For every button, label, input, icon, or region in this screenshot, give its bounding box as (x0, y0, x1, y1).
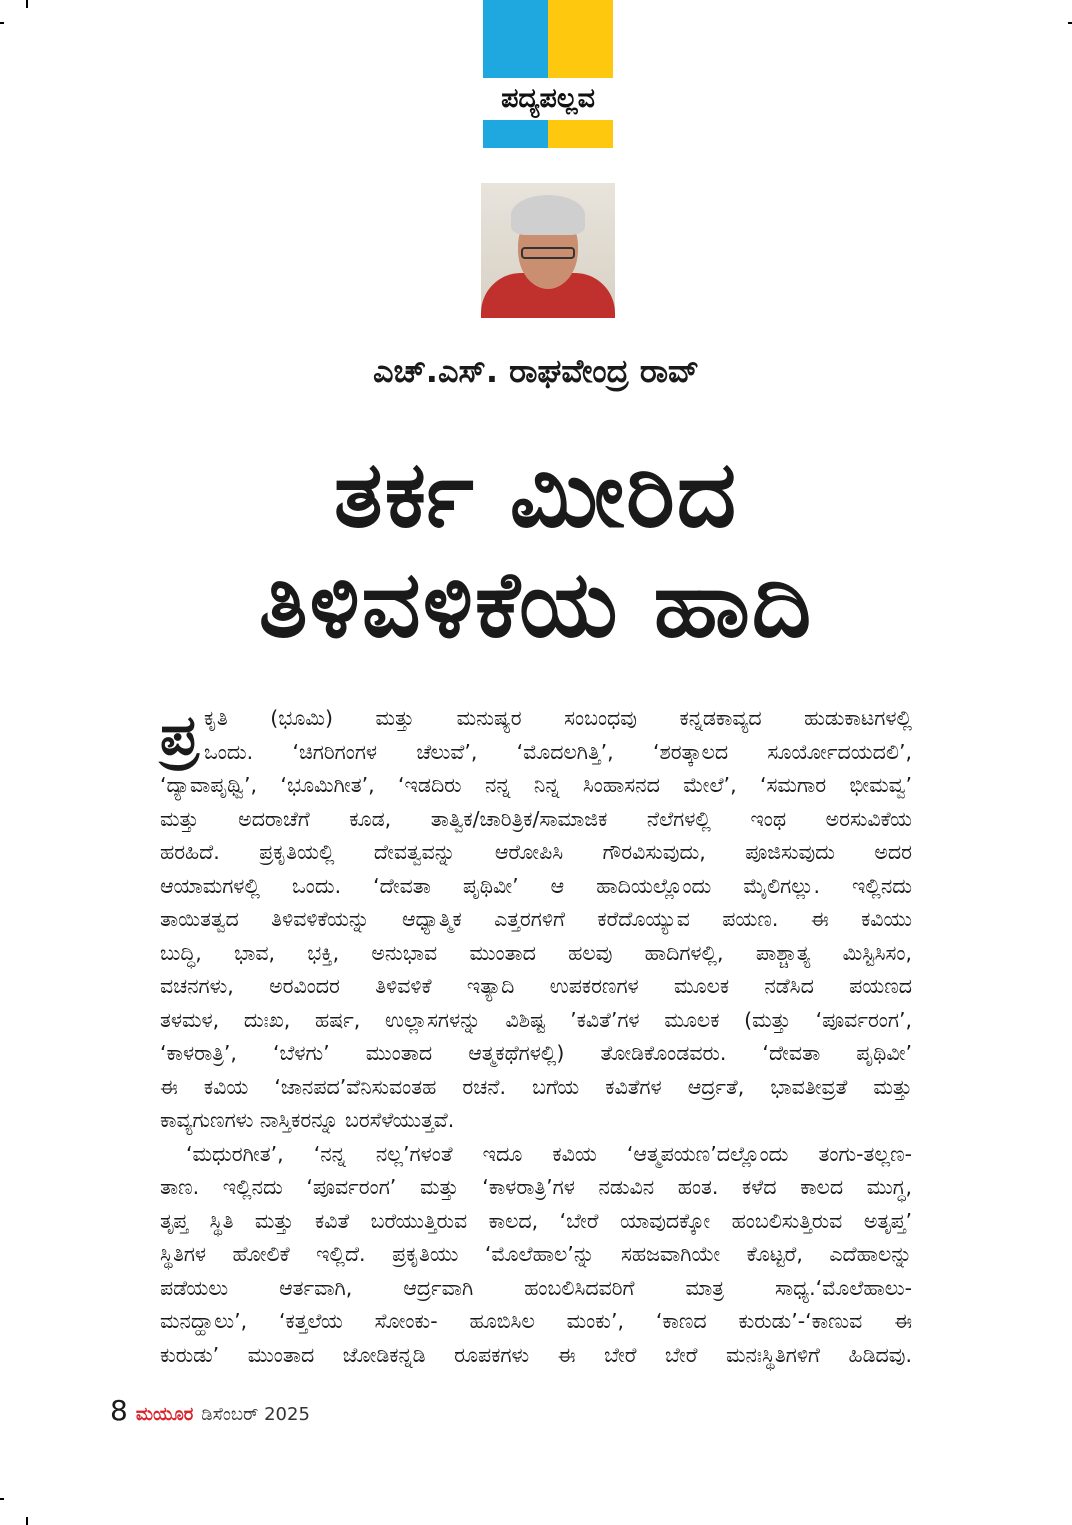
article-title-line-1: ತರ್ಕ ಮೀರಿದ (333, 441, 739, 548)
text-line: ಕಾವ್ಯಗುಣಗಳು ನಾಸ್ತಿಕರನ್ನೂ ಬರಸೆಳೆಯುತ್ತವೆ. (160, 1108, 455, 1132)
text-line: ತಾಯಿತತ್ವದ ತಿಳಿವಳಿಕೆಯನ್ನು ಆಧ್ಯಾತ್ಮಿಕ ಎತ್ತರಗಳಿಗೆ ಕರೆದೊಯ್ಯುವ ಪಯಣ. ಈ ಕವಿಯು (160, 907, 912, 931)
text-line: ಮತ್ತು ಅದರಾಚೆಗೆ ಕೂಡ, ತಾತ್ವಿಕ/ಚಾರಿತ್ರಿಕ/ಸಾಮಾಜಿಕ ನೆಲೆಗಳಲ್ಲಿ ಇಂಥ ಅರಸುವಿಕೆಯ (160, 806, 912, 831)
text-line: ತಳಮಳ, ದುಃಖ, ಹರ್ಷ, ಉಲ್ಲಾಸಗಳನ್ನು ವಿಶಿಷ್ಟ ’ಕವಿತೆ’ಗಳ ಮೂಲಕ (ಮತ್ತು ‘ಪೂರ್ವರಂಗ’, (160, 1007, 912, 1032)
text-line: ಈ ಕವಿಯ ‘ಜಾನಪದ’ವೆನಿಸುವಂತಹ ರಚನೆ. ಬಗೆಯ ಕವಿತೆಗಳ ಆರ್ದ್ರತೆ, ಭಾವತೀವ್ರತೆ ಮತ್ತು (160, 1074, 912, 1099)
crop-mark (1068, 22, 1072, 24)
page-footer (110, 1394, 310, 1427)
text-line: ‘ಮಧುರಗೀತ’, ‘ನನ್ನ ನಲ್ಲ’ಗಳಂತೆ ಇದೂ ಕವಿಯ ‘ಆತ್ಮಪಯಣ’ದಲ್ಲೊಂದು ತಂಗು-ತಲ್ಲಣ- (186, 1141, 912, 1166)
crop-mark (26, 1517, 28, 1525)
text-line: ಪಡೆಯಲು ಆರ್ತವಾಗಿ, ಆರ್ದ್ರವಾಗಿ ಹಂಬಲಿಸಿದವರಿಗೆ ಮಾತ್ರ ಸಾಧ್ಯ.‘ಮೊಲೆಹಾಲು- (160, 1275, 912, 1300)
section-logo-label: ಪದ್ಯಪಲ್ಲವ (483, 78, 613, 120)
paragraph-1 (160, 702, 912, 1138)
text-line: ಕುರುಡು’ ಮುಂತಾದ ಜೋಡಿಕನ್ನಡಿ ರೂಪಕಗಳು ಈ ಬೇರೆ ಬೇರೆ ಮನಃಸ್ಥಿತಿಗಳಿಗೆ ಹಿಡಿದವು. (160, 1342, 912, 1367)
text-line: ಒಂದು. ‘ಚಿಗರಿಗಂಗಳ ಚೆಲುವೆ’, ‘ಮೊದಲಗಿತ್ತಿ’, ‘ಶರತ್ಕಾಲದ ಸೂರ್ಯೋದಯದಲಿ’, (204, 739, 912, 764)
text-line: ‘ಕಾಳರಾತ್ರಿ’, ‘ಬೆಳಗು’ ಮುಂತಾದ ಆತ್ಮಕಥೆಗಳಲ್ಲಿ) ತೋಡಿಕೊಂಡವರು. ‘ದೇವತಾ ಪೃಥಿವೀ’ (160, 1041, 912, 1065)
text-line: ತೃಪ್ತ ಸ್ಥಿತಿ ಮತ್ತು ಕವಿತೆ ಬರೆಯುತ್ತಿರುವ ಕಾಲದ, ‘ಬೇರೆ ಯಾವುದಕ್ಕೋ ಹಂಬಲಿಸುತ್ತಿರುವ ಅತೃಪ್ತ’ (160, 1208, 912, 1233)
text-line: ಸ್ಥಿತಿಗಳ ಹೋಲಿಕೆ ಇಲ್ಲಿದೆ. ಪ್ರಕೃತಿಯು ‘ಮೊಲೆಹಾಲ’ನ್ನು ಸಹಜವಾಗಿಯೇ ಕೊಟ್ಟರೆ, ಎದೆಹಾಲನ್ನು (160, 1242, 912, 1266)
page-number: 8 (110, 1394, 128, 1427)
crop-mark (26, 0, 28, 8)
article-body (160, 702, 912, 1372)
text-line: ಮನದ್ಹಾಲು’, ‘ಕತ್ತಲೆಯ ಸೋಂಕು- ಹೂಬಿಸಿಲ ಮಂಕು’, ‘ಕಾಣದ ಕುರುಡು’-‘ಕಾಣುವ ಈ (160, 1309, 912, 1333)
magazine-name: ಮಯೂರ (135, 1404, 194, 1425)
author-photo (481, 183, 615, 318)
crop-mark (0, 1498, 4, 1500)
text-line: ವಚನಗಳು, ಅರವಿಂದರ ತಿಳಿವಳಿಕೆ ಇತ್ಯಾದಿ ಉಪಕರಣಗಳ ಮೂಲಕ ನಡೆಸಿದ ಪಯಣದ (160, 974, 912, 998)
text-line: ತಾಣ. ಇಲ್ಲಿನದು ‘ಪೂರ್ವರಂಗ’ ಮತ್ತು ‘ಕಾಳರಾತ್ರಿ’ಗಳ ನಡುವಿನ ಹಂತ. ಕಳೆದ ಕಾಲದ ಮುಗ್ಧ, (160, 1175, 912, 1199)
article-title-line-2: ತಿಳಿವಳಿಕೆಯ ಹಾದಿ (258, 551, 814, 658)
paragraph-2 (160, 1138, 912, 1373)
text-line: ಆಯಾಮಗಳಲ್ಲಿ ಒಂದು. ‘ದೇವತಾ ಪೃಥಿವೀ’ ಆ ಹಾದಿಯಲ್ಲೊಂದು ಮೈಲಿಗಲ್ಲು. ಇಲ್ಲಿನದು (160, 873, 912, 898)
crop-mark (0, 22, 4, 24)
author-name: ಎಚ್.ಎಸ್. ರಾಘವೇಂದ್ರ ರಾವ್ (373, 352, 699, 390)
text-line: ಹರಹಿದೆ. ಪ್ರಕೃತಿಯಲ್ಲಿ ದೇವತ್ವವನ್ನು ಆರೋಪಿಸಿ ಗೌರವಿಸುವುದು, ಪೂಜಿಸುವುದು ಅದರ (160, 840, 912, 864)
drop-cap: ಪ್ರ (160, 703, 199, 768)
text-line: ‘ದ್ಯಾವಾಪೃಥ್ವಿ’, ‘ಭೂಮಿಗೀತ’, ‘ಇಡದಿರು ನನ್ನ ನಿನ್ನ ಸಿಂಹಾಸನದ ಮೇಲೆ’, ‘ಸಮಗಾರ ಭೀಮವ್ವ’ (160, 773, 912, 797)
section-logo (483, 0, 613, 148)
issue-date: ಡಿಸೆಂಬರ್ 2025 (201, 1404, 310, 1425)
text-line: ಬುದ್ಧಿ, ಭಾವ, ಭಕ್ತಿ, ಅನುಭಾವ ಮುಂತಾದ ಹಲವು ಹಾದಿಗಳಲ್ಲಿ, ಪಾಶ್ಚಾತ್ಯ ಮಿಸ್ಟಿಸಿಸಂ, (160, 940, 912, 965)
text-line: ಕೃತಿ (ಭೂಮಿ) ಮತ್ತು ಮನುಷ್ಯರ ಸಂಬಂಧವು ಕನ್ನಡಕಾವ್ಯದ ಹುಡುಕಾಟಗಳಲ್ಲಿ (204, 706, 912, 730)
